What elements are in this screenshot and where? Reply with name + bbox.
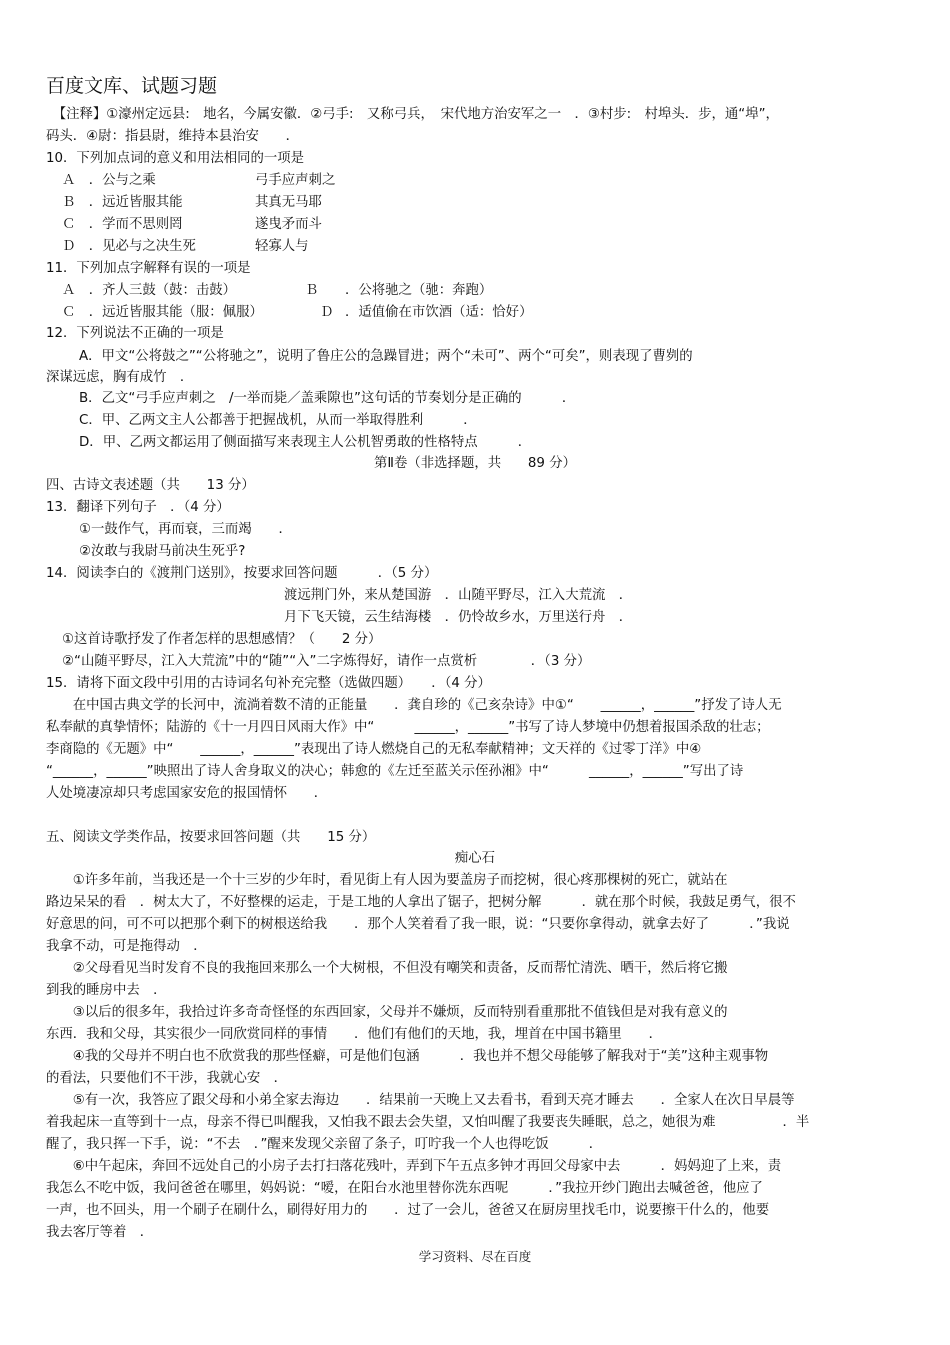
paragraph-line: 路边呆呆的看 ．树太大了，不好整棵的运走，于是工地的人拿出了锯子，把树分解 ．就在那个时候，我鼓足勇气，很不 <box>46 895 796 910</box>
paragraph-line: 到我的睡房中去 ． <box>46 983 167 998</box>
paragraph-line: 我怎么不吃中饭，我问爸爸在哪里，妈妈说：“嗳，在阳台水池里替你洗东西呢 ．”我拉开纱门跑出去喊爸爸，他应了 <box>46 1181 763 1196</box>
q12-option-b: B．乙文“弓手应声刺之 /一举而毙／盖乘隙也”这句话的节奏划分是正确的 ． <box>79 391 576 406</box>
q10-option-d: Ｄ ．见必与之决生死 <box>62 239 196 254</box>
q11-option-d: ．适值偷在市饮酒（适：恰好） <box>345 305 533 320</box>
q13-stem: 13．翻译下列句子 ．（4 分） <box>46 500 230 515</box>
paragraph-line: ②父母看见当时发育不良的我拖回来那么一个大树根，不但没有嘲笑和责备，反而帮忙清洗、晒干，然后将它搬 <box>46 961 728 976</box>
q10-option-a-compare: 弓手应声刺之 <box>255 173 336 188</box>
q10-option-c: Ｃ ．学而不思则罔 <box>62 217 183 232</box>
q13-item: ②汝敢与我尉马前决生死乎? <box>79 544 246 559</box>
q12-stem: 12．下列说法不正确的一项是 <box>46 326 224 341</box>
q10-option-b: Ｂ ．远近皆服其能 <box>62 195 183 210</box>
q13-item: ①一鼓作气，再而衰，三而竭 ． <box>79 522 292 537</box>
paragraph-line: 的看法，只要他们不干涉，我就心安 ． <box>46 1071 288 1086</box>
poem-line: 渡远荆门外，来从楚国游 ．山随平野尽，江入大荒流 ． <box>284 588 633 603</box>
q10-option-a: Ａ ．公与之乘 <box>62 173 156 188</box>
q14-sub2: ②“山随平野尽，江入大荒流”中的“随”“入”二字炼得好，请作一点赏析 ．（3 分） <box>62 654 591 669</box>
q12-option-c: C．甲、乙两文主人公都善于把握战机，从而一举取得胜利 ． <box>79 413 477 428</box>
paragraph-line: 东西．我和父母，其实很少一同欣赏同样的事情 ．他们有他们的天地，我，埋首在中国书籍里 ． <box>46 1027 662 1042</box>
q15-text: 人处境凄凉却只考虑国家安危的报国情怀 ． <box>46 786 328 801</box>
paragraph-line: 我去客厅等着 ． <box>46 1225 154 1240</box>
article-title: 痴心石 <box>454 851 496 866</box>
q11-stem: 11．下列加点字解释有误的一项是 <box>46 261 251 276</box>
section5-title: 五、阅读文学类作品，按要求回答问题（共 15 分） <box>46 830 376 845</box>
poem-line: 月下飞天镜，云生结海楼 ．仍怜故乡水，万里送行舟 ． <box>284 610 633 625</box>
q14-sub1: ①这首诗歌抒发了作者怎样的思想感情？（ 2 分） <box>62 632 382 647</box>
q15-text: “______，______”映照出了诗人舍身取义的决心；韩愈的《左迁至蓝关示侄孙湘》中“ ______，______”写出了诗 <box>46 764 744 779</box>
annotation-line: 码头．④尉：指县尉，维持本县治安 ． <box>46 129 300 144</box>
section4-title: 四、古诗文表述题（共 13 分） <box>46 478 255 493</box>
q15-text: 李商隐的《无题》中“ ______，______”表现出了诗人燃烧自己的无私奉献精神；文天祥的《过零丁洋》中④ <box>46 742 702 757</box>
paragraph-line: 着我起床一直等到十一点，母亲不得已叫醒我，又怕我不跟去会失望，又怕叫醒了我要丧失睡眠，总之，她很为难 ．半 <box>46 1115 810 1130</box>
paragraph-line: ③以后的很多年，我拾过许多奇奇怪怪的东西回家，父母并不嫌烦，反而特别看重那批不值钱但是对我有意义的 <box>46 1005 728 1020</box>
q15-text: 在中国古典文学的长河中，流淌着数不清的正能量 ．龚自珍的《己亥杂诗》中①“ ______，______”抒发了诗人无 <box>46 698 782 713</box>
paragraph-line: 好意思的问，可不可以把那个剩下的树根送给我 ．那个人笑着看了我一眼，说：“只要你拿得动，就拿去好了 ．”我说 <box>46 917 790 932</box>
q12-option-a-continued: 深谋远虑，胸有成竹 ． <box>46 370 194 385</box>
paragraph-line: 一声，也不回头，用一个刷子在刷什么，刷得好用力的 ．过了一会儿，爸爸又在厨房里找毛巾，说要擦干什么的，他要 <box>46 1203 770 1218</box>
q12-option-d: D．甲、乙两文都运用了侧面描写来表现主人公机智勇敢的性格特点 ． <box>79 435 532 450</box>
paragraph-line: ①许多年前，当我还是一个十三岁的少年时，看见街上有人因为要盖房子而挖树，很心疼那棵树的死亡，就站在 <box>46 873 728 888</box>
q11-option-a: Ａ ．齐人三鼓（鼓：击鼓） <box>62 283 237 298</box>
q15-text: 私奉献的真挚情怀；陆游的《十一月四日风雨大作》中“ ______，______”书写了诗人梦境中仍想着报国杀敌的壮志； <box>46 720 770 735</box>
q11-option-d-letter: Ｄ <box>320 305 334 320</box>
q10-option-c-compare: 遂曳矛而斗 <box>255 217 322 232</box>
q15-stem: 15．请将下面文段中引用的古诗词名句补充完整（选做四题） ．（4 分） <box>46 676 491 691</box>
part2-heading: 第Ⅱ卷（非选择题，共 89 分） <box>374 456 576 471</box>
paragraph-line: 我拿不动，可是拖得动 ． <box>46 939 207 954</box>
document-title: 百度文库、试题习题 <box>46 75 218 97</box>
q10-stem: 10．下列加点词的意义和用法相同的一项是 <box>46 151 305 166</box>
annotation-line: 【注释】①濠州定远县: 地名，今属安徽．②弓手: 又称弓兵， 宋代地方治安军之一 ．③村步: 村埠头．步，通“埠”， <box>46 107 779 122</box>
page-footer: 学习资料、尽在百度 <box>418 1249 532 1264</box>
q10-option-d-compare: 轻寡人与 <box>255 239 309 254</box>
q11-option-b: ．公将驰之（驰：奔跑） <box>345 283 493 298</box>
paragraph-line: ④我的父母并不明白也不欣赏我的那些怪癖，可是他们包涵 ．我也并不想父母能够了解我对于“美”这种主观事物 <box>46 1049 769 1064</box>
paragraph-line: ⑤有一次，我答应了跟父母和小弟全家去海边 ．结果前一天晚上又去看书，看到天亮才睡去 ．全家人在次日早晨等 <box>46 1093 795 1108</box>
paragraph-line: ⑥中午起床，奔回不远处自己的小房子去打扫落花残叶，弄到下午五点多钟才再回父母家中去 ．妈妈迎了上来，责 <box>46 1159 782 1174</box>
q11-option-b-letter: Ｂ <box>305 283 319 298</box>
q14-stem: 14．阅读李白的《渡荆门送别》，按要求回答问题 ．（5 分） <box>46 566 438 581</box>
q12-option-a: A．甲文“公将鼓之”“公将驰之”，说明了鲁庄公的急躁冒进；两个“未可”、两个“可矣”，则表现了曹刿的 <box>79 349 693 364</box>
paragraph-line: 醒了，我只挥一下手，说：“不去 ．”醒来发现父亲留了条子，叮咛我一个人也得吃饭 ． <box>46 1137 603 1152</box>
q11-option-c: Ｃ ．远近皆服其能（服：佩服） <box>62 305 263 320</box>
q10-option-b-compare: 其真无马耶 <box>255 195 322 210</box>
